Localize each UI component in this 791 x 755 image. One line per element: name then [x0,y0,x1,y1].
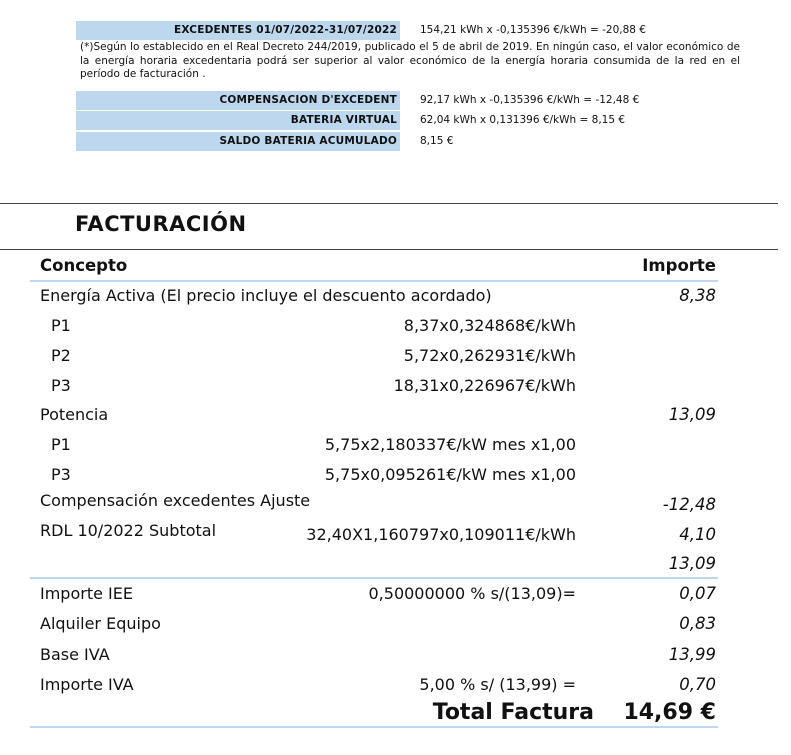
bateria-virtual-label: BATERIA VIRTUAL [76,111,400,130]
compensacion-value: 92,17 kWh x -0,135396 €/kWh = -12,48 € [420,94,640,106]
energia-period-p1: P1 [51,316,71,335]
divider-top [0,203,778,204]
iva-amount: 0,70 [679,675,716,694]
bateria-virtual-value: 62,04 kWh x 0,131396 €/kWh = 8,15 € [420,114,626,126]
compensacion-excedentes-label: Compensación excedentes Ajuste [40,491,311,510]
potencia-calc-p1: 5,75x2,180337€/kW mes x1,00 [324,435,576,454]
iva-calc: 5,00 % s/ (13,99) = [419,675,576,694]
total-value: 14,69 € [623,700,716,725]
compensacion-label: COMPENSACION D'EXCEDENT [76,91,400,110]
iva-label: Importe IVA [40,675,134,694]
rdl-amount: 4,10 [679,525,716,544]
compensacion-excedentes-amount: -12,48 [662,495,716,514]
energia-label: Energía Activa (El precio incluye el descuento acordado) [40,286,492,305]
alquiler-label: Alquiler Equipo [40,614,161,633]
header-underline [30,280,718,282]
excedentes-value: 154,21 kWh x -0,135396 €/kWh = -20,88 € [420,24,646,36]
rdl-calc: 32,40X1,160797x0,109011€/kWh [306,525,576,544]
subtotal-amount: 13,09 [668,554,716,573]
total-label: Total Factura [432,700,594,725]
base-iva-amount: 13,99 [668,645,716,664]
iee-label: Importe IEE [40,584,133,603]
energia-calc-p3: 18,31x0,226967€/kWh [393,376,576,395]
saldo-bateria-value: 8,15 € [420,135,454,147]
iee-amount: 0,07 [679,584,716,603]
subtotal-separator [30,577,718,579]
potencia-label: Potencia [40,405,109,424]
energia-calc-p1: 8,37x0,324868€/kWh [403,316,576,335]
energia-calc-p2: 5,72x0,262931€/kWh [403,346,576,365]
iee-calc: 0,50000000 % s/(13,09)= [368,584,576,603]
potencia-period-p3: P3 [51,465,71,484]
column-importe: Importe [642,256,716,275]
alquiler-amount: 0,83 [679,614,716,633]
legal-note: (*)Según lo establecido en el Real Decreto 244/2019, publicado el 5 de abril de 2019. En ningún caso, el valor económico de la energía horaria excedentaria podrá ser superior al valor económico de la energía horaria consumida de la red en el período de facturación . [80,41,740,80]
rdl-label: RDL 10/2022 Subtotal [40,521,217,540]
divider-title [0,249,778,250]
energia-period-p2: P2 [51,346,71,365]
energia-amount: 8,38 [679,286,716,305]
saldo-bateria-label: SALDO BATERIA ACUMULADO [76,132,400,151]
facturacion-title: FACTURACIÓN [75,212,247,236]
total-underline [30,726,718,728]
base-iva-label: Base IVA [40,645,110,664]
potencia-period-p1: P1 [51,435,71,454]
energia-period-p3: P3 [51,376,71,395]
excedentes-label: EXCEDENTES 01/07/2022-31/07/2022 [76,21,400,40]
column-concepto: Concepto [40,256,128,275]
potencia-calc-p3: 5,75x0,095261€/kW mes x1,00 [324,465,576,484]
potencia-amount: 13,09 [668,405,716,424]
